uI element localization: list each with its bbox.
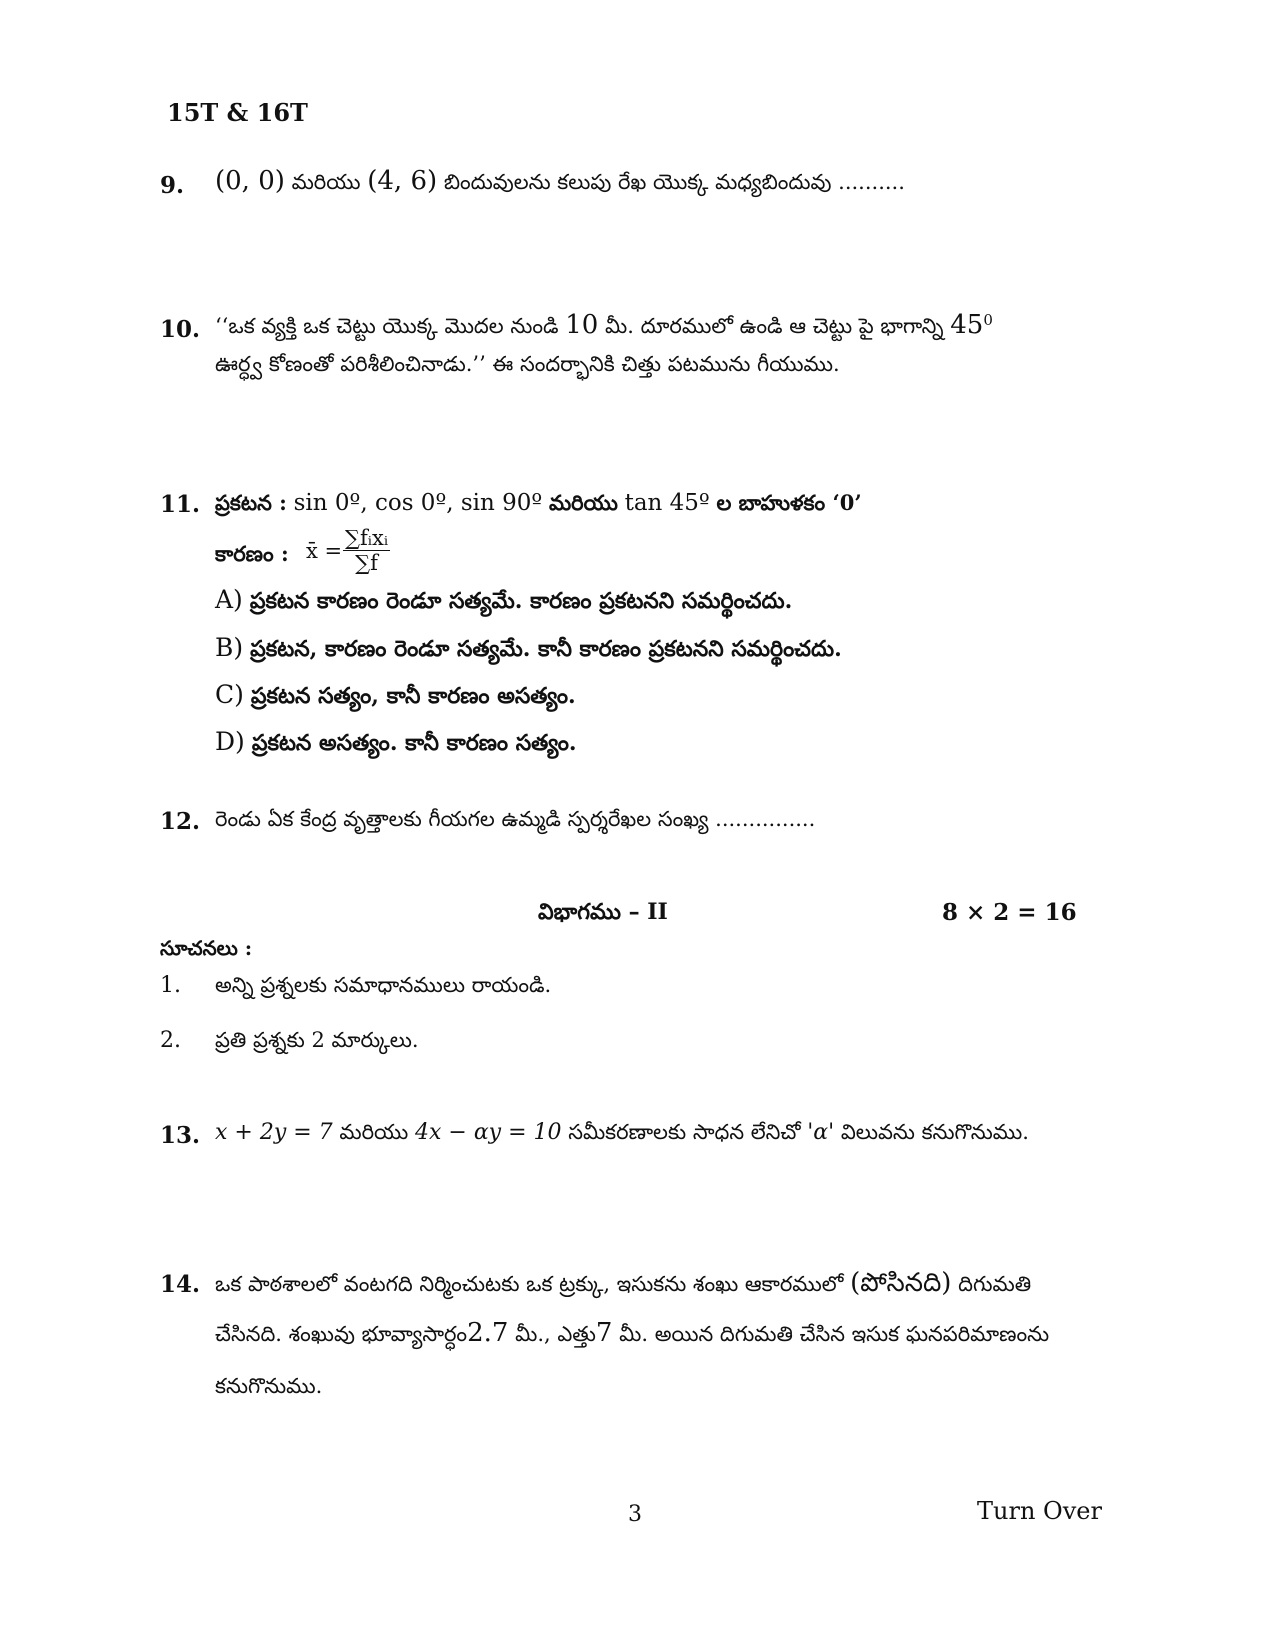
q11-fraction-denominator: ∑f	[355, 551, 378, 575]
q11-option-d-text: ప్రకటన అసత్యం. కానీ కారణం సత్యం.	[251, 730, 577, 756]
q10-angle: 45	[950, 310, 984, 340]
q11-reason-lhs: x̄ =	[306, 539, 343, 563]
q13-equation-2: 4x − αy = 10	[415, 1120, 562, 1145]
q10-angle-degree: 0	[983, 311, 993, 329]
question-11-number: 11.	[160, 491, 201, 518]
q14-height: 7	[595, 1318, 613, 1348]
q11-statement-and: మరియు	[548, 490, 618, 515]
q11-statement-end: ల బాహుళకం ‘0’	[716, 490, 862, 515]
page-number: 3	[628, 1502, 642, 1527]
question-14-line-1	[215, 1268, 1031, 1304]
q11-statement-math2: tan 45º	[624, 490, 710, 516]
question-9-text	[215, 166, 905, 200]
q11-option-b-text: ప్రకటన, కారణం రెండూ సత్యమే. కానీ కారణం ప్రకటనని సమర్థించదు.	[250, 636, 842, 662]
instruction-1-text: అన్ని ప్రశ్నలకు సమాధానములు రాయండి.	[215, 973, 552, 997]
instruction-2-number: 2.	[160, 1028, 181, 1053]
q13-equation-1: x + 2y = 7	[215, 1120, 333, 1145]
q11-option-b	[215, 633, 842, 667]
q11-option-d-key: D)	[215, 727, 245, 756]
q9-point-a: (0, 0)	[215, 166, 285, 196]
section-marks: 8 × 2 = 16	[942, 899, 1077, 926]
q9-point-b: (4, 6)	[367, 166, 438, 196]
q9-rest: బిందువులను కలుపు రేఖ యొక్క మధ్యబిందువు ..........	[443, 170, 905, 194]
question-14-number: 14.	[160, 1271, 201, 1298]
q14-line2-part-c: మీ. అయిన దిగుమతి చేసిన ఇసుక ఘనపరిమాణంను	[619, 1322, 1050, 1346]
q11-option-c-key: C)	[215, 680, 244, 709]
question-10-line-1	[215, 310, 993, 344]
question-14-line-2	[215, 1318, 1049, 1352]
paper-code: 15T & 16T	[167, 98, 308, 127]
q11-option-c	[215, 680, 576, 714]
q11-option-a	[215, 585, 792, 619]
q14-line1-part-a: ఒక పాఠశాలలో వంటగది నిర్మించుటకు ఒక ట్రక్కు, ఇసుకను శంఖు ఆకారములో	[215, 1272, 844, 1296]
q11-option-a-key: A)	[215, 585, 243, 614]
q11-option-c-text: ప్రకటన సత్యం, కానీ కారణం అసత్యం.	[250, 683, 576, 709]
q10-line1-part-a: ‘‘ఒక వ్యక్తి ఒక చెట్టు యొక్క మొదల నుండి	[215, 314, 559, 338]
question-13-number: 13.	[160, 1122, 201, 1149]
q11-option-d	[215, 727, 577, 761]
question-12-text: రెండు ఏక కేంద్ర వృత్తాలకు గీయగల ఉమ్మడి స్పర్శరేఖల సంఖ్య ...............	[215, 807, 816, 831]
q13-and: మరియు	[339, 1120, 409, 1144]
q14-line1-part-c: దిగుమతి	[958, 1272, 1032, 1296]
q14-radius: 2.7	[467, 1318, 509, 1348]
section-title: విభాగము – II	[538, 899, 668, 925]
q11-statement-label: ప్రకటన :	[215, 490, 287, 515]
q13-alpha: 'α'	[807, 1120, 835, 1145]
q14-line2-part-a: చేసినది. శంఖువు భూవ్యాసార్ధం	[215, 1322, 468, 1346]
q11-statement-math: sin 0º, cos 0º, sin 90º	[293, 490, 543, 516]
q10-distance: 10	[565, 310, 599, 340]
question-9-number: 9.	[160, 172, 185, 199]
q11-option-b-key: B)	[215, 633, 244, 662]
question-14-line-3: కనుగొనుము.	[215, 1374, 323, 1398]
question-12-number: 12.	[160, 808, 201, 835]
question-11-statement	[215, 490, 862, 521]
turn-over-label: Turn Over	[977, 1497, 1102, 1525]
q9-and: మరియు	[291, 170, 361, 194]
q13-condition: సమీకరణాలకు సాధన లేనిచో	[568, 1120, 801, 1144]
q14-line1-paren: (పోసినది)	[850, 1268, 952, 1298]
question-13-text	[215, 1120, 1029, 1150]
q11-fraction-numerator: ∑fᵢxᵢ	[345, 526, 389, 550]
question-10-line-2: ఊర్ధ్వ కోణంతో పరిశీలించినాడు.’’ ఈ సందర్భానికి చిత్తు పటమును గీయుము.	[215, 352, 840, 376]
instructions-label: సూచనలు :	[160, 936, 253, 960]
q11-reason-label: కారణం :	[215, 541, 289, 566]
instruction-2-text: ప్రతి ప్రశ్నకు 2 మార్కులు.	[215, 1028, 419, 1052]
q11-reason-fraction	[343, 526, 390, 575]
q11-option-a-text: ప్రకటన కారణం రెండూ సత్యమే. కారణం ప్రకటనని సమర్థించదు.	[249, 588, 793, 614]
instruction-1-number: 1.	[160, 973, 181, 998]
question-10-number: 10.	[160, 316, 201, 343]
q10-line1-part-b: మీ. దూరములో ఉండి ఆ చెట్టు పై భాగాన్ని	[605, 314, 944, 338]
q14-line2-part-b: మీ., ఎత్తు	[515, 1322, 596, 1346]
q13-rest: విలువను కనుగొనుము.	[840, 1120, 1029, 1144]
